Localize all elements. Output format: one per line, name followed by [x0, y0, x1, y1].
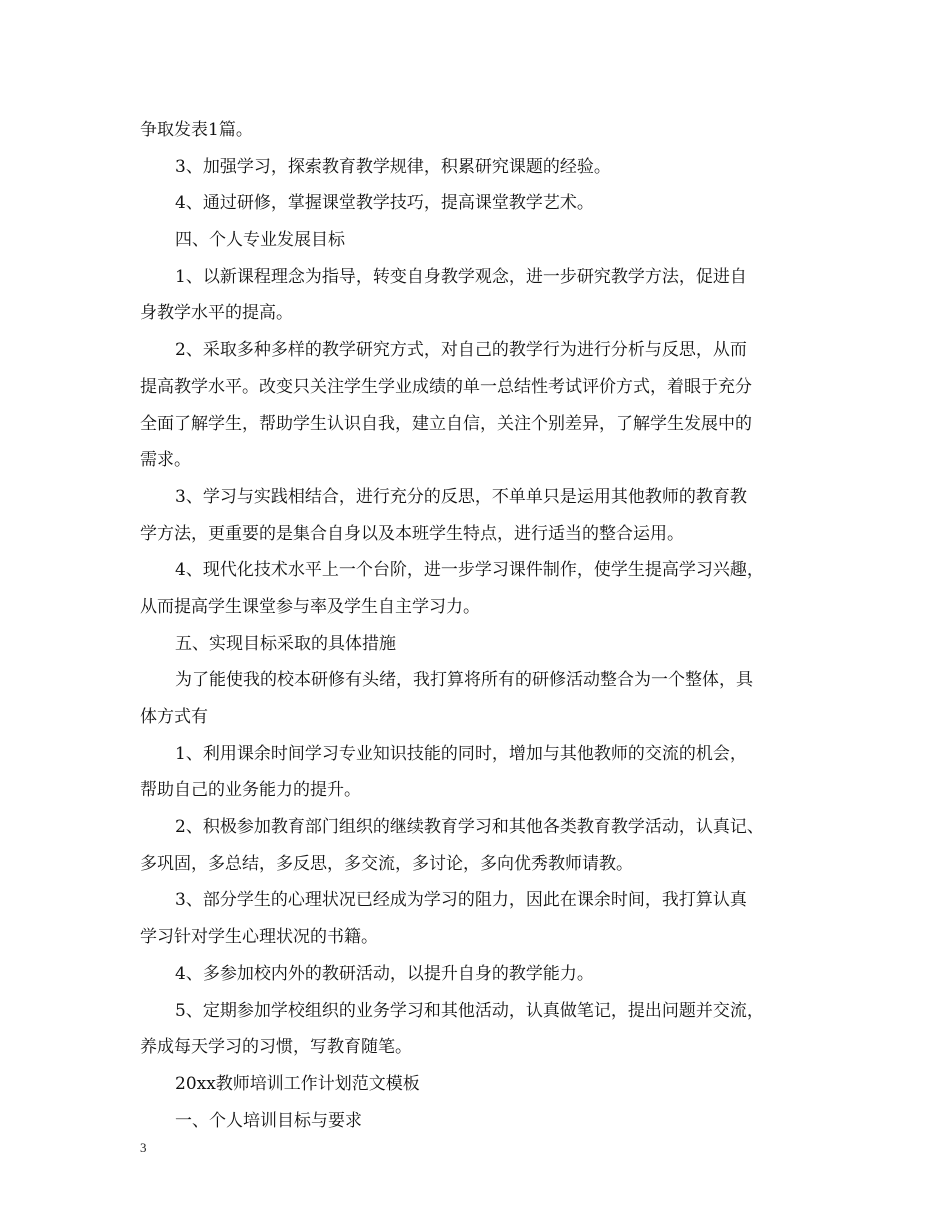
text-line: 为了能使我的校本研修有头绪，我打算将所有的研修活动整合为一个整体，具: [175, 670, 753, 691]
text-line: 帮助自己的业务能力的提升。: [140, 780, 361, 801]
document-body: [140, 112, 830, 1139]
text-line: 2、积极参加教育部门组织的继续教育学习和其他各类教育教学活动，认真记、: [175, 817, 764, 838]
text-line: 3、学习与实践相结合，进行充分的反思，不单单只是运用其他教师的教育教: [175, 486, 747, 507]
text-line: 2、采取多种多样的教学研究方式，对自己的教学行为进行分析与反思，从而: [175, 340, 747, 361]
text-line: 3、加强学习，探索教育教学规律，积累研究课题的经验。: [175, 156, 611, 177]
text-line: 学习针对学生心理状况的书籍。: [140, 927, 378, 948]
page-number: 3: [140, 1140, 147, 1155]
text-line: 养成每天学习的习惯，写教育随笔。: [140, 1037, 412, 1058]
text-line: 1、利用课余时间学习专业知识技能的同时，增加与其他教师的交流的机会，: [175, 743, 747, 764]
text-line: 4、多参加校内外的教研活动，以提升自身的教学能力。: [175, 963, 594, 984]
text-line: 需求。: [140, 450, 191, 471]
text-line: 学方法，更重要的是集合自身以及本班学生特点，进行适当的整合运用。: [140, 523, 684, 544]
text-line: 争取发表1篇。: [140, 120, 253, 140]
text-line: 5、定期参加学校组织的业务学习和其他活动，认真做笔记，提出问题并交流，: [175, 1000, 764, 1021]
text-line: 体方式有: [140, 707, 208, 727]
text-line: 20xx教师培训工作计划范文模板: [175, 1073, 420, 1094]
text-line: 多巩固，多总结，多反思，多交流，多讨论，多向优秀教师请教。: [140, 853, 633, 874]
text-line: 从而提高学生课堂参与率及学生自主学习力。: [140, 596, 480, 617]
text-line: 4、通过研修，掌握课堂教学技巧，提高课堂教学艺术。: [175, 193, 594, 214]
text-line: 全面了解学生，帮助学生认识自我，建立自信，关注个别差异，了解学生发展中的: [140, 413, 752, 434]
text-line: 4、现代化技术水平上一个台阶，进一步学习课件制作，使学生提高学习兴趣，: [175, 560, 764, 581]
text-line: 四、个人专业发展目标: [175, 230, 345, 251]
text-line: 3、部分学生的心理状况已经成为学习的阻力，因此在课余时间，我打算认真: [175, 890, 747, 911]
text-line: 一、个人培训目标与要求: [175, 1110, 362, 1131]
text-line: 身教学水平的提高。: [140, 303, 293, 324]
text-line: 1、以新课程理念为指导，转变自身教学观念，进一步研究教学方法，促进自: [175, 266, 747, 287]
text-line: 提高教学水平。改变只关注学生学业成绩的单一总结性考试评价方式，着眼于充分: [140, 376, 752, 397]
text-line: 五、实现目标采取的具体措施: [175, 633, 396, 654]
